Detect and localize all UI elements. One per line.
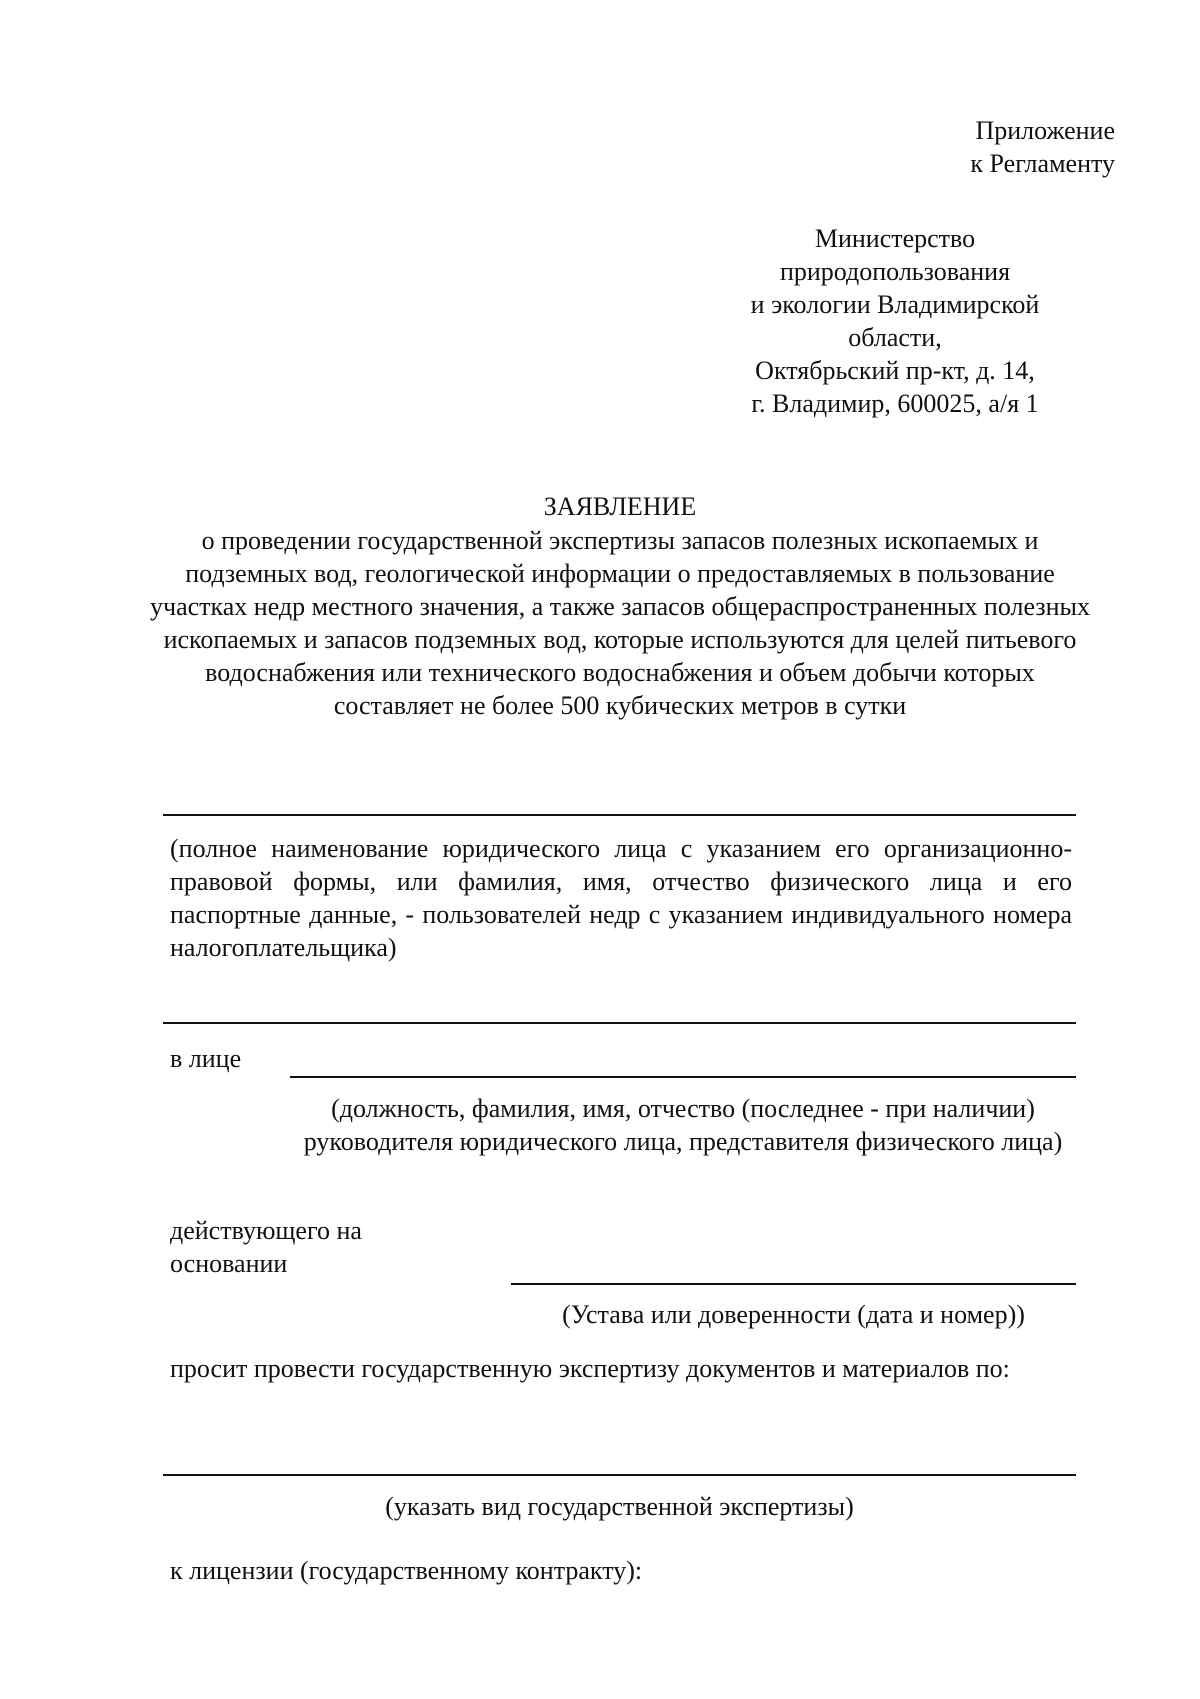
document-subtitle: о проведении государственной экспертизы запасов полезных ископаемых и подземных вод, геологической информации о предоставляемых в пользование участках недр местного значения, а также запасов общераспространенных полезных ископаемых и запасов подземных вод, которые используются для целей питьевого водоснабжения или технического водоснабжения и объем добычи которых составляет не более 500 кубических метров в сутки [150, 526, 1090, 720]
appendix-line: к Регламенту [970, 149, 1115, 178]
basis-label-line: основании [170, 1249, 288, 1278]
representative-line[interactable] [290, 1076, 1076, 1078]
addressee-block [700, 222, 1090, 420]
addressee-line: Октябрьский пр-кт, д. 14, [755, 356, 1035, 385]
document-title: ЗАЯВЛЕНИЕ [543, 492, 697, 521]
addressee-line: г. Владимир, 600025, а/я 1 [751, 389, 1039, 418]
expertise-caption: (указать вид государственной экспертизы) [385, 1492, 854, 1521]
expertise-type-line[interactable] [163, 1474, 1076, 1476]
basis-caption: (Устава или доверенности (дата и номер)) [562, 1300, 1025, 1329]
applicant-name-line-2[interactable] [163, 1022, 1076, 1024]
license-text: к лицензии (государственному контракту): [170, 1556, 643, 1585]
addressee-line: Министерство [814, 224, 976, 253]
applicant-caption: (полное наименование юридического лица с указанием его организационно-правовой формы, или фамилия, имя, отчество физического лица и его паспортные данные, - пользователей недр с указанием индивидуального номера налогоплательщика) [170, 834, 1072, 962]
represented-by-label: в лице [170, 1044, 242, 1073]
basis-line[interactable] [511, 1283, 1076, 1285]
addressee-line: и экологии Владимирской [750, 290, 1040, 319]
addressee-line: области, [848, 323, 942, 352]
request-text: просит провести государственную экспертизу документов и материалов по: [170, 1354, 1010, 1383]
representative-caption: (должность, фамилия, имя, отчество (последнее - при наличии) руководителя юридического лица, представителя физического лица) [303, 1094, 1063, 1156]
appendix-line: Приложение [975, 116, 1115, 145]
applicant-name-line[interactable] [163, 814, 1076, 816]
addressee-line: природопользования [779, 257, 1011, 286]
basis-label-line: действующего на [170, 1216, 362, 1245]
appendix-header [970, 114, 1115, 180]
